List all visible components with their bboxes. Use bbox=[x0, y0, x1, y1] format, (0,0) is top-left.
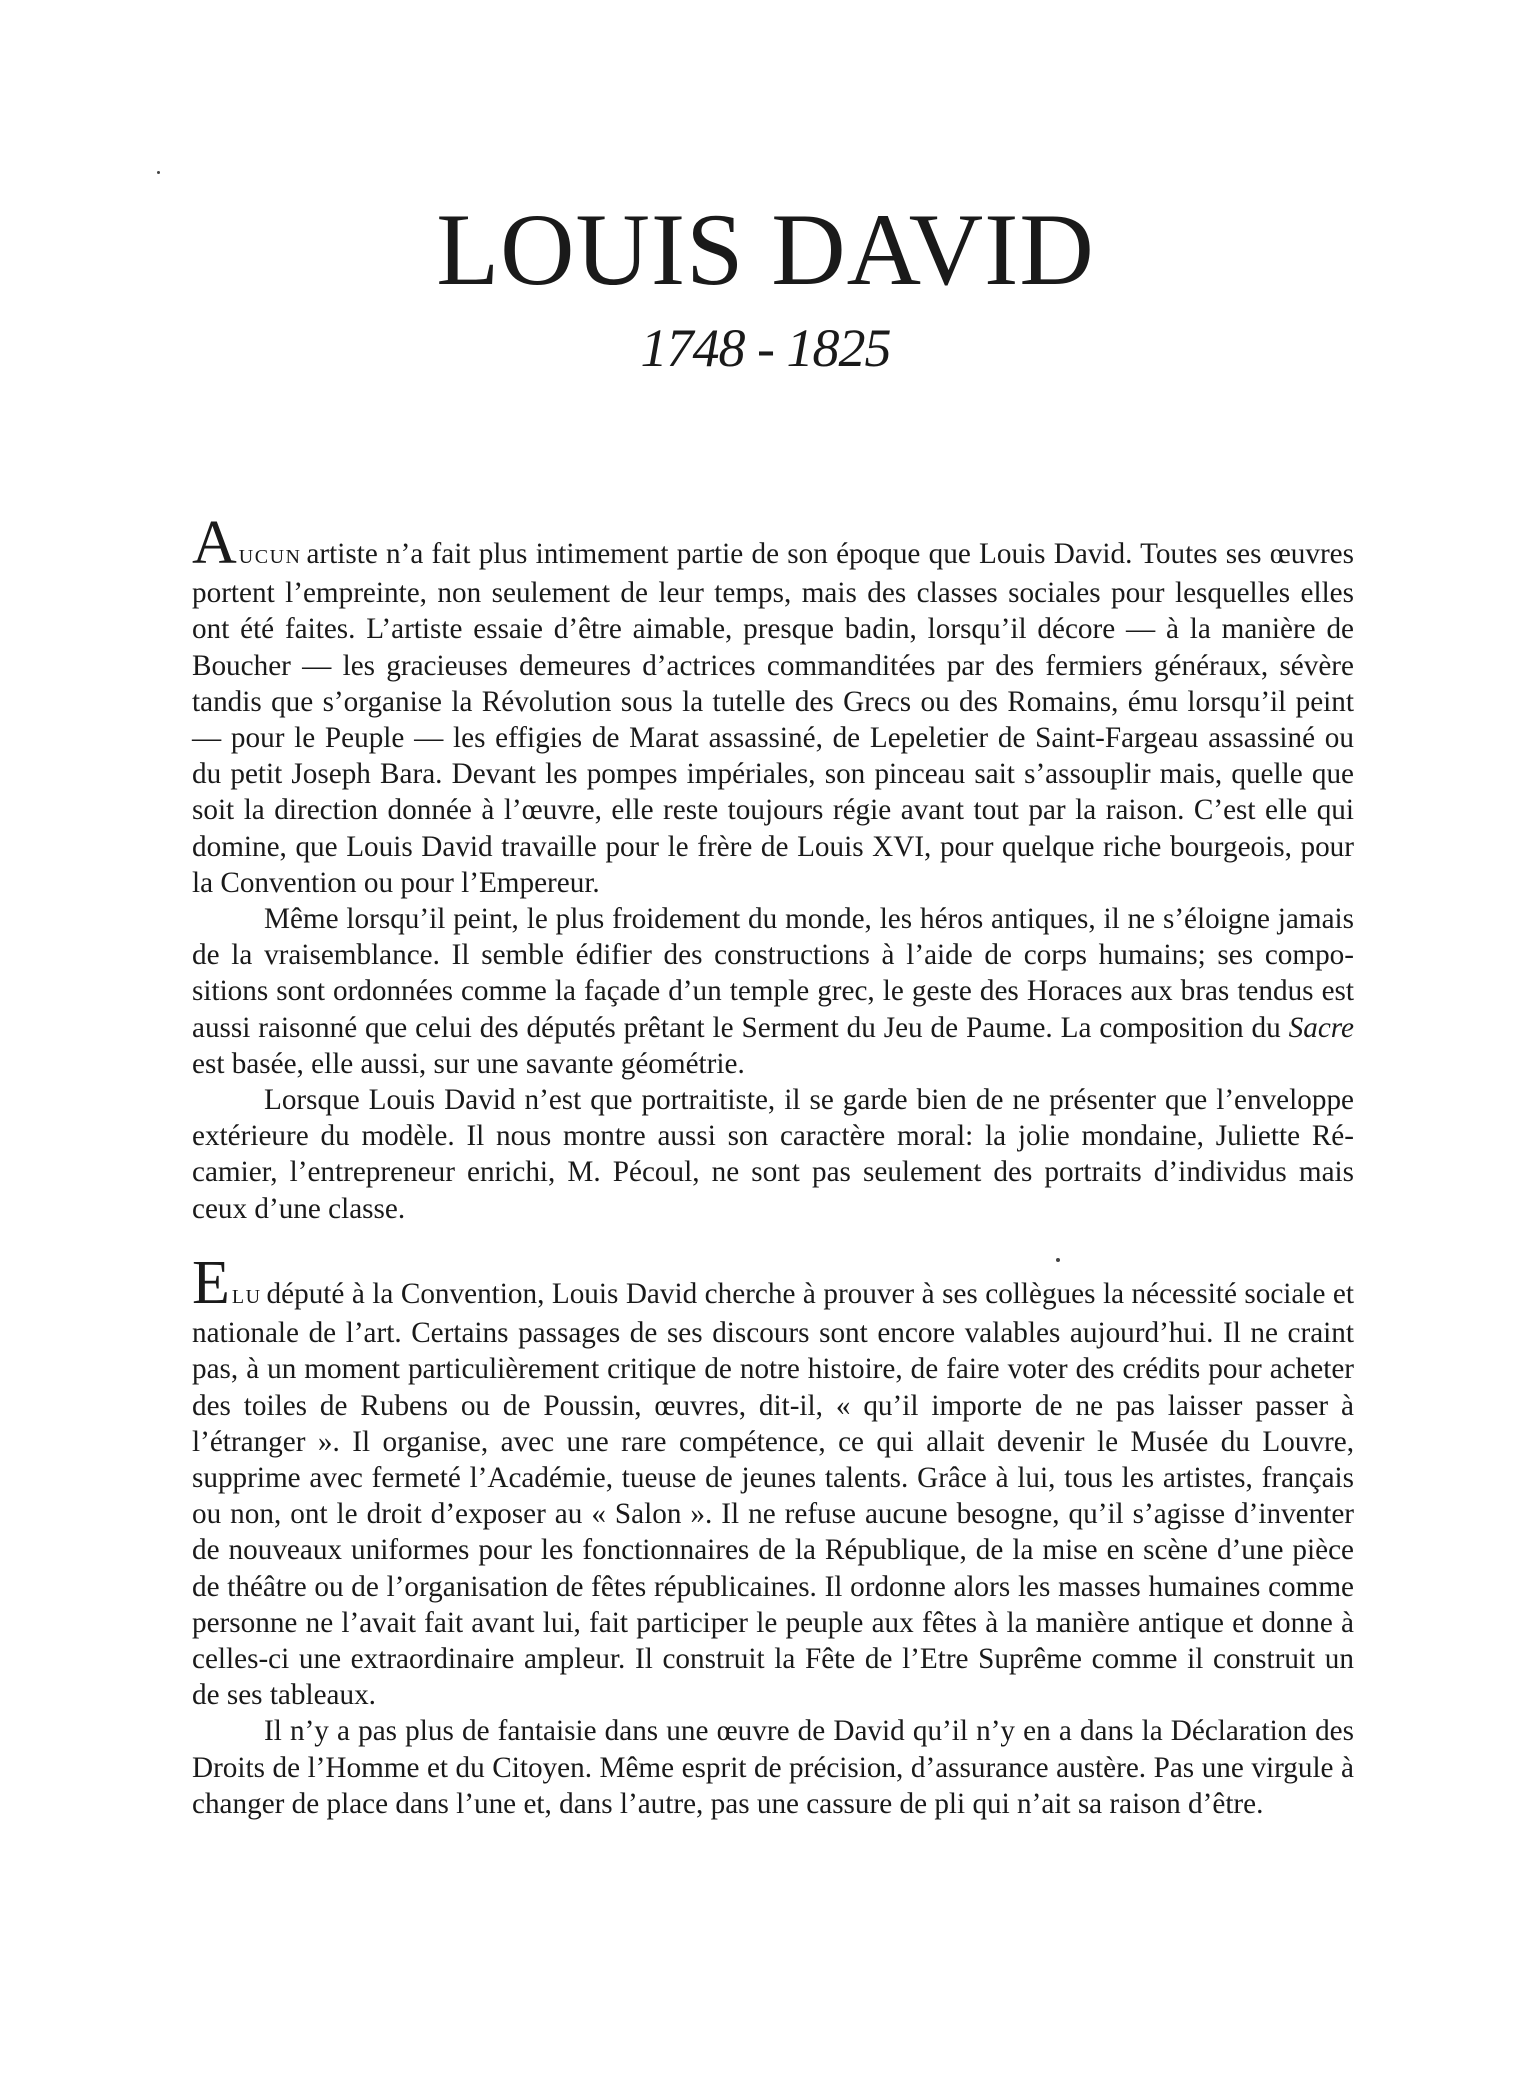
print-speck bbox=[157, 171, 160, 174]
paragraph-3 bbox=[192, 1082, 1354, 1227]
paragraph-1 bbox=[192, 509, 1354, 901]
paragraph-text: Il n’y a pas plus de fantaisie dans une œuvre de David qu’il n’y en a dans la Déclaration des Droits de l’Homme et du Citoyen. Même esprit de précision, d’assurance austère. Pas une virgule à changer de place dans l’une et, dans l’autre, pas une cassure de pli qui n’ait sa raison d’être. bbox=[192, 1715, 1354, 1820]
text-section-1 bbox=[192, 509, 1355, 1227]
text-section-2 bbox=[192, 1249, 1354, 1822]
paragraph-5 bbox=[192, 1713, 1354, 1822]
paragraph-text-tail: est basée, elle aussi, sur une savante géométrie. bbox=[192, 1047, 745, 1080]
small-caps-lead: UCUN bbox=[238, 546, 302, 568]
page-title: LOUIS DAVID bbox=[436, 193, 1095, 307]
paragraph-text: Même lorsqu’il peint, le plus froidement du monde, les héros antiques, il ne s’éloigne jamais de la vraisemblance. Il semble édifier des constructions à l’aide de corps humains; ses compositions sont ordonnées comme la façade d’un temple grec, le geste des Horaces aux bras tendus est aussi raisonné que celui des députés prêtant le Serment du Jeu de Paume. La composition du bbox=[192, 903, 1354, 1044]
drop-cap: E bbox=[192, 1249, 230, 1317]
italic-title: Sacre bbox=[1288, 1011, 1355, 1044]
small-caps-lead: LU bbox=[231, 1286, 262, 1308]
paragraph-4 bbox=[192, 1249, 1354, 1713]
paragraph-text: Lorsque Louis David n’est que portraitiste, il se garde bien de ne présenter que l’enveloppe extérieure du modèle. Il nous montre aussi son caractère moral: la jolie mondaine, Juliette Récamier, l’entrepreneur enrichi, M. Pécoul, ne sont pas seulement des portraits d’individus mais ceux d’une classe. bbox=[192, 1084, 1354, 1225]
paragraph-text: député à la Convention, Louis David cherche à prouver à ses collègues la nécessité sociale et nationale de l’art. Certains passages de ses discours sont encore valables aujourd’hui. Il ne craint pas, à un moment particulièrement critique de notre histoire, de faire voter des crédits pour acheter des toiles de Rubens ou de Poussin, œuvres, dit-il, « qu’il importe de ne pas laisser passer à l’étranger ». Il organise, avec une rare compétence, ce qui allait devenir le Musée du Louvre, supprime avec fermeté l’Académie, tueuse de jeunes talents. Grâce à lui, tous les artistes, français ou non, ont le droit d’exposer au « Salon ». Il ne refuse aucune besogne, qu’il s’agisse d’inventer de nouveaux uniformes pour les fonctionnaires de la République, de la mise en scène d’une pièce de théâtre ou de l’organisation de fêtes républicaines. Il ordonne alors les masses humaines comme personne ne l’avait fait avant lui, fait participer le peuple aux fêtes à la manière antique et donne à celles-ci une extraordinaire ampleur. Il construit la Fête de l’Etre Suprême comme il construit un de ses tableaux. bbox=[192, 1278, 1354, 1712]
drop-cap: A bbox=[192, 509, 237, 577]
paragraph-text: artiste n’a fait plus intimement partie de son époque que Louis David. Toutes ses œuvres portent l’empreinte, non seulement de leur temps, mais des classes sociales pour lesquelles elles ont été faites. L’artiste essaie d’être aimable, presque badin, lorsqu’il décore — à la manière de Boucher — les gracieuses demeures d’actrices commanditées par des fermiers généraux, sévère tandis que s’organise la Révolution sous la tutelle des Grecs ou des Romains, ému lorsqu’il peint — pour le Peuple — les effigies de Marat assassiné, de Lepeletier de Saint-Fargeau assassiné ou du petit Joseph Bara. Devant les pompes impériales, son pinceau sait s’assouplir mais, quelle que soit la direction donnée à l’œuvre, elle reste toujours régie avant tout par la raison. C’est elle qui domine, que Louis David travaille pour le frère de Louis XVI, pour quelque riche bourgeois, pour la Convention ou pour l’Empereur. bbox=[192, 538, 1354, 899]
print-speck bbox=[1056, 1258, 1060, 1262]
paragraph-2 bbox=[192, 901, 1354, 1082]
life-dates: 1748 - 1825 bbox=[640, 318, 891, 378]
